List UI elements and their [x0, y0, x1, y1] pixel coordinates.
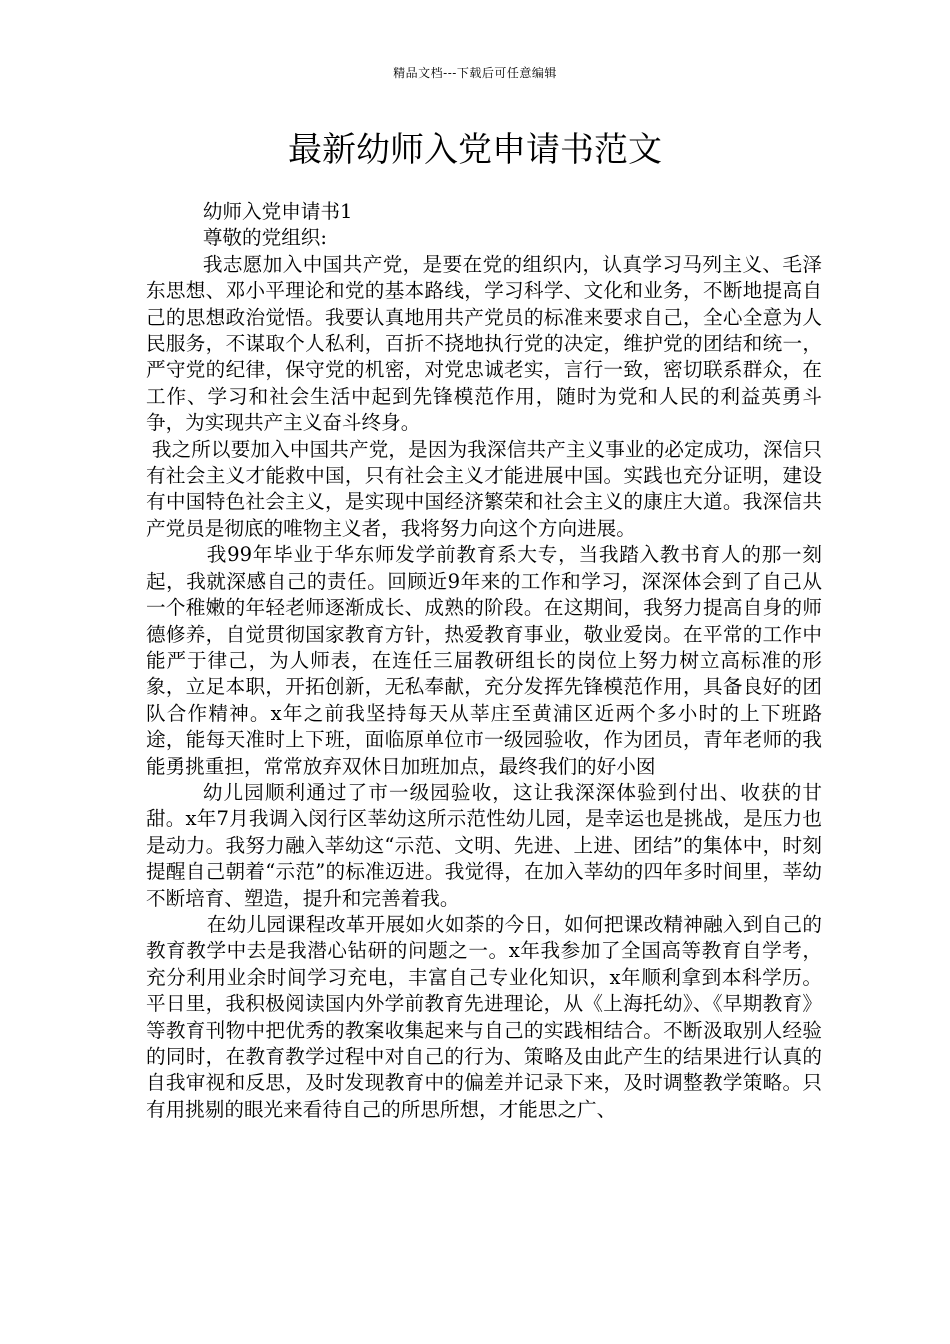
salutation: 尊敬的党组织: — [202, 226, 327, 250]
paragraph: 我之所以要加入中国共产党，是因为我深信共产主义事业的必定成功，深信只有社会主义才能救中国，只有社会主义才能进展中国。实践也充分证明，建设有中国特色社会主义，是实现中国经济繁荣和社会主义的康庄大道。我深信共产党员是彻底的唯物主义者，我将努力向这个方向进展。 — [146, 437, 822, 540]
paragraph: 我志愿加入中国共产党，是要在党的组织内，认真学习马列主义、毛泽东思想、邓小平理论和党的基本路线，学习科学、文化和业务，不断地提高自己的思想政治觉悟。我要认真地用共产党员的标准来要求自己，全心全意为人民服务，不谋取个人私利，百折不挠地执行党的决定，维护党的团结和统一，严守党的纪律，保守党的机密，对党忠诚老实，言行一致，密切联系群众，在工作、学习和社会生活中起到先锋模范作用，随时为党和人民的利益英勇斗争，为实现共产主义奋斗终身。 — [146, 252, 822, 435]
paragraph: 幼儿园顺利通过了市一级园验收，这让我深深体验到付出、收获的甘甜。x年7月我调入闵行区莘幼这所示范性幼儿园，是幸运也是挑战，是压力也是动力。我努力融入莘幼这“示范、文明、先进、上进、团结”的集体中，时刻提醒自己朝着“示范”的标准迈进。我觉得，在加入莘幼的四年多时间里，莘幼不断培育、塑造，提升和完善着我。 — [146, 780, 822, 910]
document-title: 最新幼师入党申请书范文 — [288, 130, 662, 170]
document-body — [146, 199, 822, 1123]
paragraph: 在幼儿园课程改革开展如火如荼的今日，如何把课改精神融入到自己的教育教学中去是我潜心钻研的问题之一。x年我参加了全国高等教育自学考，充分利用业余时间学习充电，丰富自己专业化知识，x年顺利拿到本科学历。平日里，我积极阅读国内外学前教育先进理论，从《上海托幼》、《早期教育》等教育刊物中把优秀的教案收集起来与自己的实践相结合。不断汲取别人经验的同时，在教育教学过程中对自己的行为、策略及由此产生的结果进行认真的自我审视和反思，及时发现教育中的偏差并记录下来，及时调整教学策略。只有用挑剔的眼光来看待自己的所思所想，才能思之广、 — [146, 912, 822, 1121]
header-note: 精品文档---下载后可任意编辑 — [393, 66, 557, 80]
section-heading: 幼师入党申请书1 — [202, 200, 353, 223]
paragraph: 我99年毕业于华东师发学前教育系大专，当我踏入教书育人的那一刻起，我就深感自己的责任。回顾近9年来的工作和学习，深深体会到了自己从一个稚嫩的年轻老师逐渐成长、成熟的阶段。在这期间，我努力提高自身的师德修养，自觉贯彻国家教育方针，热爱教育事业，敬业爱岗。在平常的工作中能严于律己，为人师表，在连任三届教研组长的岗位上努力树立高标准的形象，立足本职，开拓创新，无私奉献，充分发挥先锋模范作用，具备良好的团队合作精神。x年之前我坚持每天从莘庄至黄浦区近两个多小时的上下班路途，能每天准时上下班，面临原单位市一级园验收，作为团员，青年老师的我能勇挑重担，常常放弃双休日加班加点，最终我们的好小囡 — [146, 543, 822, 778]
